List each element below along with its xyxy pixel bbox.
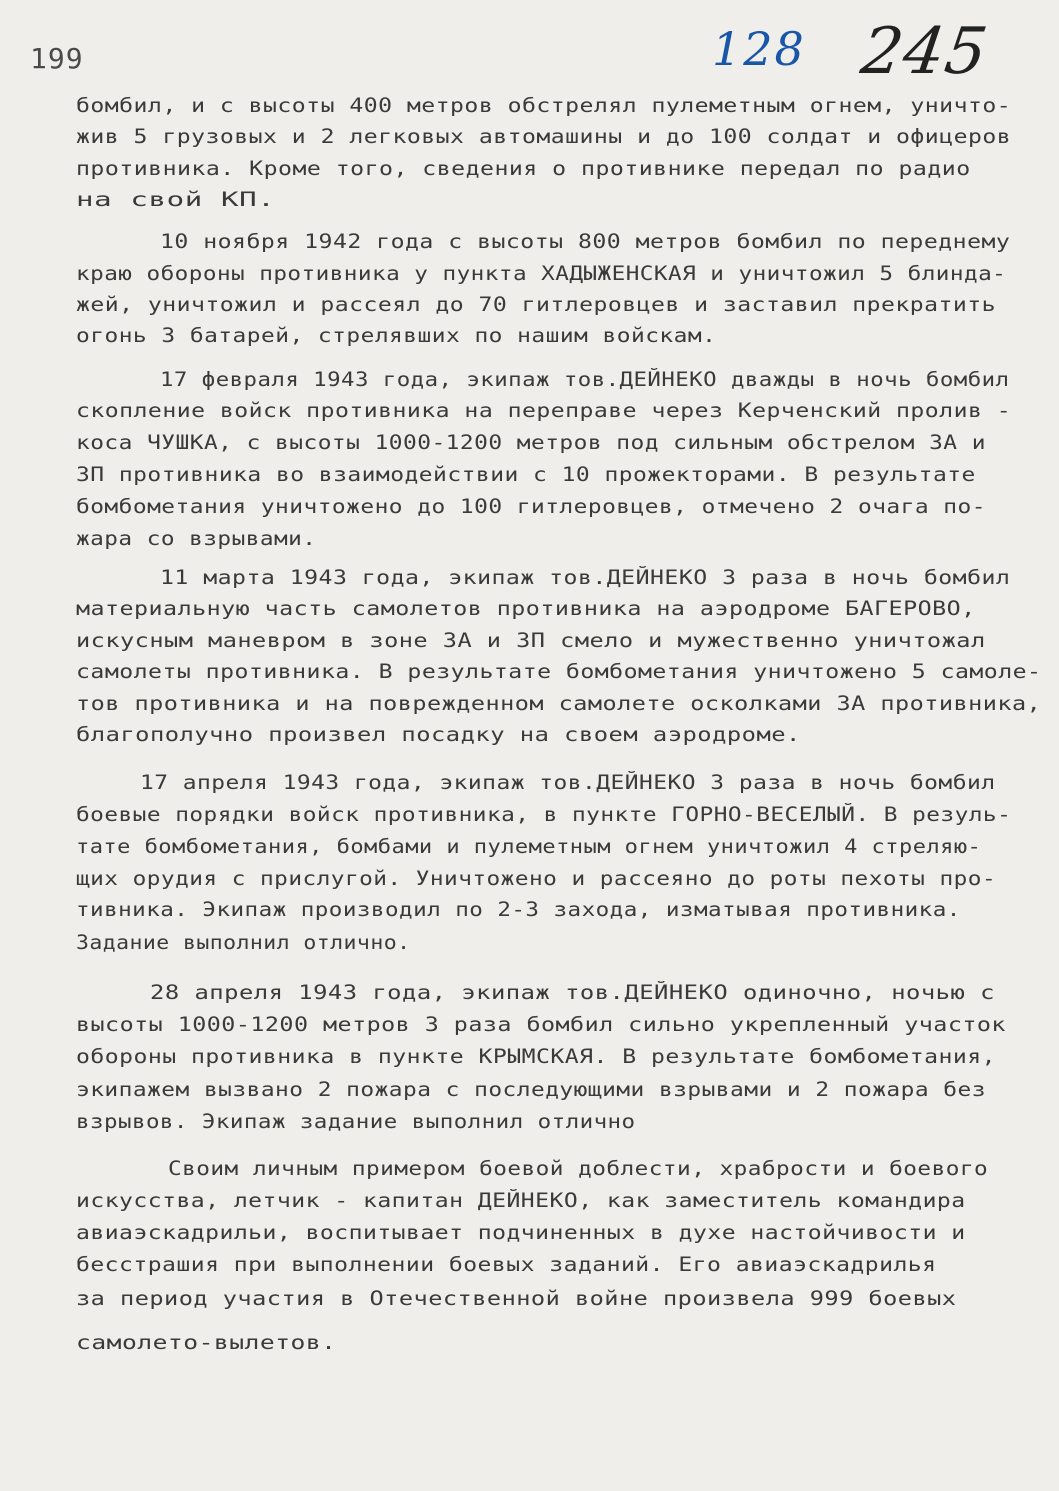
text-line: бомбометания уничтожено до 100 гитлеровцев, отмечено 2 очага по- [76,495,986,518]
text-line: благополучно произвел посадку на своем аэродроме. [76,723,801,746]
text-line: искусства, летчик - капитан ДЕЙНЕКО, как заместитель командира [76,1189,966,1212]
text-line: краю обороны противника у пункта ХАДЫЖЕНСКАЯ и уничтожил 5 блиндa- [76,262,1007,285]
text-line: огонь 3 батарей, стрелявших по нашим войскам. [76,324,717,347]
text-line: обороны противника в пункте КРЫМСКАЯ. В результате бомбометания, [76,1045,996,1068]
text-line: тате бомбометания, бомбами и пулеметным огнем уничтожил 4 стреляю- [76,835,982,858]
handwritten-archive-number: 245 [856,15,993,89]
text-line: тивника. Экипаж производил по 2-3 захода, изматывая противника. [76,898,961,921]
text-line: скопление войск противника на переправе через Керченский пролив - [76,399,1012,422]
text-line: тов противника и на поврежденном самолете осколками ЗА противника, [76,692,1042,715]
text-line: 17 февраля 1943 года, экипаж тов.ДЕЙНЕКО дважды в ночь бомбил [160,368,1010,391]
text-line: щих орудия с прислугой. Уничтожено и рассеяно до роты пехоты про- [76,867,997,890]
text-line: искусным маневром в зоне ЗА и ЗП смело и мужественно уничтожал [76,629,986,652]
text-line: на свой КП. [76,188,276,211]
text-line: Задание выполнил отлично. [76,931,411,954]
text-line: 11 марта 1943 года, экипаж тов.ДЕЙНЕКО 3 раза в ночь бомбил [160,566,1011,589]
text-line: жара со взрывами. [76,527,317,550]
page-number: 199 [30,42,84,75]
text-line: 28 апреля 1943 года, экипаж тов.ДЕЙНЕКО одиночно, ночью с [150,981,995,1004]
handwritten-sheet-number: 128 [712,22,806,76]
text-line: противника. Кроме того, сведения о противнике передал по радио [76,157,971,180]
text-line: за период участия в Отечественной войне произвела 999 боевых [76,1287,957,1310]
text-line: Своим личным примером боевой доблести, храбрости и боевого [168,1157,989,1180]
text-line: 10 ноября 1942 года с высоты 800 метров бомбил по переднему [160,230,1011,253]
text-line: бесстрашия при выполнении боевых заданий. Его авиаэскадрилья [76,1253,937,1276]
text-line: экипажем вызвано 2 пожара с последующими взрывами и 2 пожара без [76,1078,986,1101]
text-line: 17 апреля 1943 года, экипаж тов.ДЕЙНЕКО 3 раза в ночь бомбил [140,771,996,794]
text-line: жей, уничтожил и рассеял до 70 гитлеровцев и заставил прекратить [76,293,996,316]
text-line: самолето-вылетов. [76,1331,337,1354]
text-line: ЗП противника во взаимодействии с 10 прожекторами. В результате [76,463,976,486]
text-line: материальную часть самолетов противника на аэродроме БАГЕРОВО, [76,597,976,620]
text-line: авиаэскадрильи, воспитывает подчиненных в духе настойчивости и [76,1221,966,1244]
text-line: жив 5 грузовых и 2 легковых автомашины и до 100 солдат и офицеров [76,125,1012,148]
text-line: бомбил, и с высоты 400 метров обстрелял пулеметным огнем, уничто- [76,94,1012,117]
text-line: самолеты противника. В результате бомбометания уничтожено 5 самоле- [76,660,1042,683]
text-line: высоты 1000-1200 метров 3 раза бомбил сильно укрепленный участок [76,1013,1006,1036]
text-line: боевые порядки войск противника, в пункте ГОРНО-ВЕСЕЛЫЙ. В резуль- [76,803,1012,826]
text-line: коса ЧУШКА, с высоты 1000-1200 метров под сильным обстрелом ЗА и [76,431,986,454]
text-line: взрывов. Экипаж задание выполнил отлично [76,1110,636,1133]
